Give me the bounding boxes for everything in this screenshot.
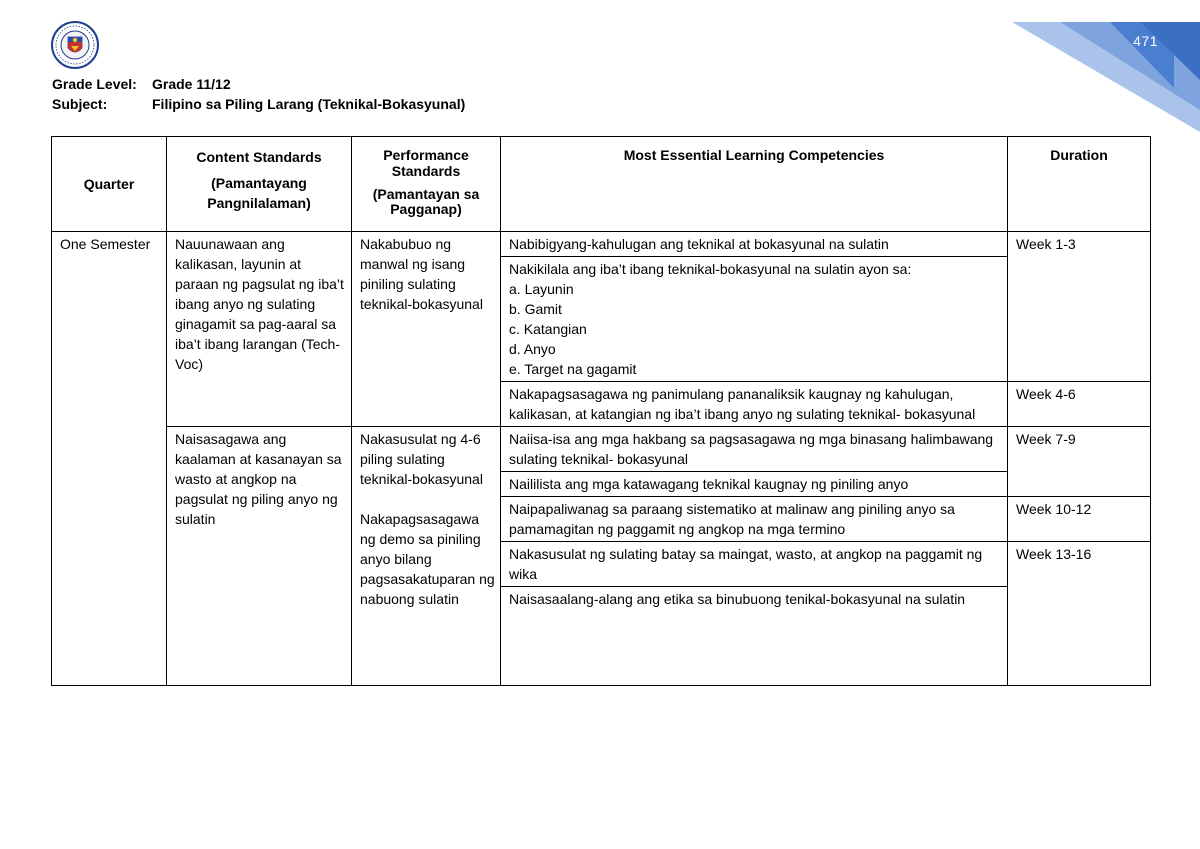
header-content-standards: Content Standards (Pamantayang Pangnilalaman)	[167, 137, 352, 232]
competency-5: Naililista ang mga katawagang teknikal kaugnay ng piniling anyo	[501, 472, 1008, 497]
header-competencies: Most Essential Learning Competencies	[501, 137, 1008, 232]
header-quarter: Quarter	[52, 137, 167, 232]
performance-standard-1: Nakabubuo ng manwal ng isang piniling sulating teknikal-bokasyunal	[352, 232, 501, 427]
duration-2: Week 4-6	[1008, 382, 1151, 427]
content-standard-2: Naisasagawa ang kaalaman at kasanayan sa wasto at angkop na pagsulat ng piling anyo ng sulatin	[167, 427, 352, 686]
table-header-row	[52, 137, 1151, 232]
curriculum-table	[51, 136, 1151, 686]
list-item: c. Katangian	[509, 321, 587, 337]
list-item: a. Layunin	[509, 281, 574, 297]
document-meta	[52, 74, 465, 114]
grade-level-row	[52, 74, 465, 94]
list-item: d. Anyo	[509, 341, 556, 357]
subject-row	[52, 94, 465, 114]
competency-6: Naipapaliwanag sa paraang sistematiko at malinaw ang piniling anyo sa pamamagitan ng paggamit ng angkop na mga termino	[501, 497, 1008, 542]
competency-8: Naisasaalang-alang ang etika sa binubuong tenikal-bokasyunal na sulatin	[501, 587, 1008, 686]
list-item: b. Gamit	[509, 301, 562, 317]
subject-label: Subject:	[52, 96, 108, 112]
duration-3: Week 7-9	[1008, 427, 1151, 497]
duration-1: Week 1-3	[1008, 232, 1151, 382]
table-row	[52, 232, 1151, 257]
table-row	[52, 427, 1151, 472]
subject-value: Filipino sa Piling Larang (Teknikal-Bokasyunal)	[152, 96, 466, 112]
competency-2: Nakikilala ang iba’t ibang teknikal-bokasyunal na sulatin ayon sa: a. Layunin b. Gamit c. Katangian d. Anyo e. Target na gagamit	[501, 257, 1008, 382]
competency-7: Nakasusulat ng sulating batay sa maingat, wasto, at angkop na paggamit ng wika	[501, 542, 1008, 587]
quarter-cell: One Semester	[52, 232, 167, 686]
page-number: 471	[1133, 33, 1158, 49]
content-standard-1: Nauunawaan ang kalikasan, layunin at paraan ng pagsulat ng iba’t ibang anyo ng sulating ginagamit sa pag-aaral sa iba’t ibang larangan (Tech-Voc)	[167, 232, 352, 427]
competency-3: Nakapagsasagawa ng panimulang pananaliksik kaugnay ng kahulugan, kalikasan, at katangian ng iba’t ibang anyo ng sulating teknikal- bokasyunal	[501, 382, 1008, 427]
corner-decoration	[1000, 0, 1200, 140]
duration-5: Week 13-16	[1008, 542, 1151, 686]
header-duration: Duration	[1008, 137, 1151, 232]
duration-4: Week 10-12	[1008, 497, 1151, 542]
competency-4: Naiisa-isa ang mga hakbang sa pagsasagawa ng mga binasang halimbawang sulating teknikal- bokasyunal	[501, 427, 1008, 472]
grade-level-value: Grade 11/12	[152, 76, 231, 92]
deped-seal-icon	[50, 20, 100, 70]
competency-1: Nabibigyang-kahulugan ang teknikal at bokasyunal na sulatin	[501, 232, 1008, 257]
grade-level-label: Grade Level:	[52, 76, 137, 92]
header-performance-standards: Performance Standards (Pamantayan sa Pagganap)	[352, 137, 501, 232]
list-item: e. Target na gagamit	[509, 361, 637, 377]
performance-standards-2: Nakasusulat ng 4-6 piling sulating teknikal-bokasyunal Nakapagsasagawa ng demo sa piniling anyo bilang pagsasakatuparan ng nabuong sulatin	[352, 427, 501, 686]
